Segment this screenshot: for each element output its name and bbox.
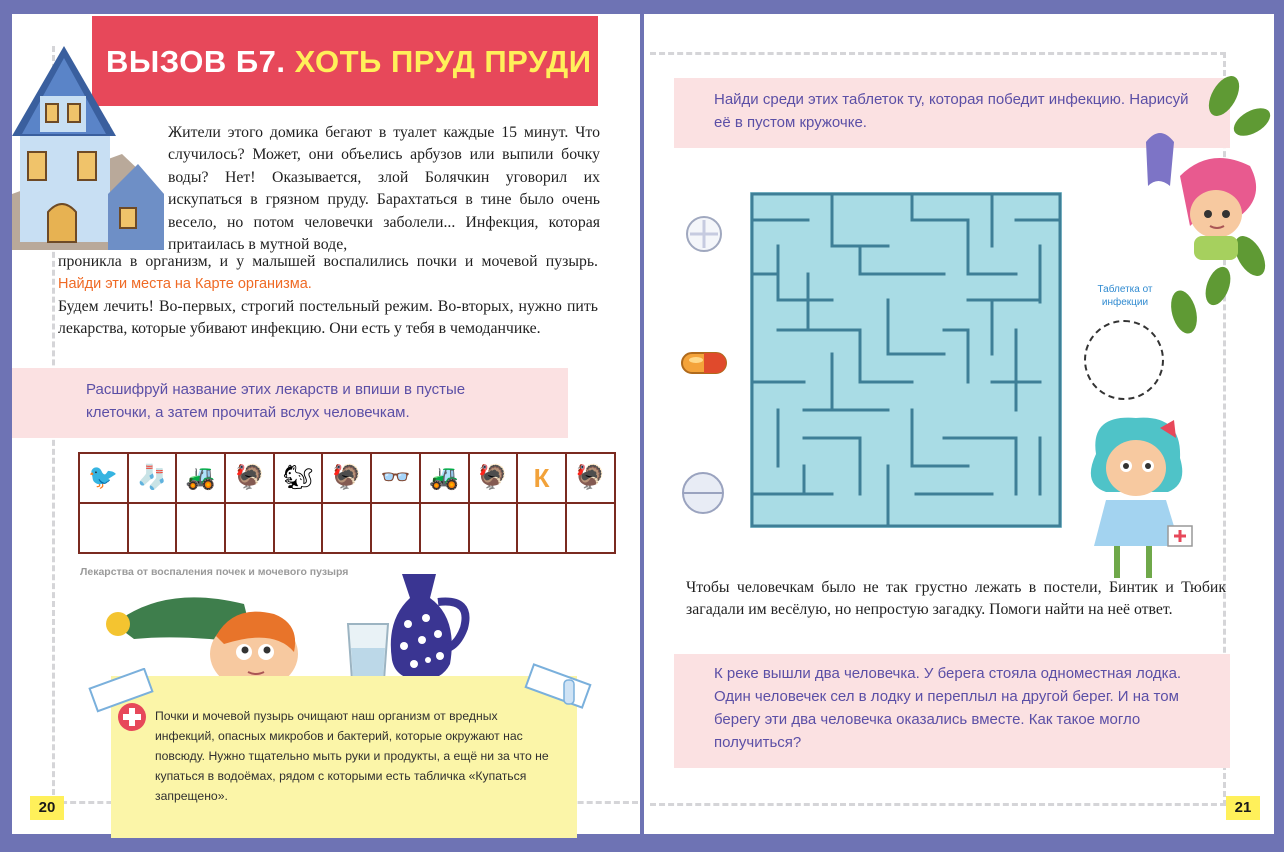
jug-icon [386,568,476,682]
page-number-right: 21 [1226,796,1260,820]
intro-text: Жители этого домика бегают в туалет каждые 15 минут. Что случилось? Может, они объелись арбузов или выпили бочку воды? Нет! Оказывается, злой Болячкин уговорил их искупаться в грязном пруду. Барахтаться в тине было очень весело, но потом человечки заболели... Инфекция, которая притаилась в мутной воде, [168,124,600,254]
cipher-symbols-row [79,453,615,503]
cipher-task: Расшифруй название этих лекарств и впиши в пустые клеточки, а затем прочитай вслух человечкам. [12,368,568,438]
cipher-grid [78,452,616,554]
sock-icon: 🧦 [137,464,167,491]
flower-girl-icon [1140,76,1274,338]
cipher-symbol-squirrel-icon [274,453,323,503]
pill-capsule-icon [680,350,728,376]
cipher-answer-cell[interactable] [566,503,615,553]
riddle-intro: Чтобы человечкам было не так грустно лежать в постели, Бинтик и Тюбик загадали им весёлую, но непростую загадку. Помоги найти на неё ответ. [686,579,1226,619]
cipher-symbol-turkey-icon [322,453,371,503]
page-number-left: 20 [30,796,64,820]
glasses-icon: 👓 [380,464,411,491]
turkey-icon: 🦃 [477,464,508,491]
cipher-caption: Лекарства от воспаления почек и мочевого пузыря [80,566,349,578]
pill-round-icon [680,470,726,516]
cipher-answer-cell[interactable] [274,503,323,553]
cipher-symbol-turkey-icon [225,453,274,503]
intro-line-2: Будем лечить! Во-первых, строгий постельный режим. Во-вторых, нужно пить лекарства, которые убивают инфекцию. Они есть у тебя в чемоданчике. [58,297,598,338]
maze [748,190,1064,530]
tape-right-icon [520,660,596,714]
riddle-box: К реке вышли два человечка. У берега стояла одноместная лодка. Один человечек сел в лодку и переплыл на другой берег. И на том берегу эти два человечка оказались вместе. Как такое могло получиться? [674,654,1230,768]
tractor-icon: 🚜 [185,464,216,491]
nurse-girl-icon [1076,414,1196,586]
title-accent: ХОТЬ ПРУД ПРУДИ [294,44,592,79]
page-title [106,44,592,80]
cipher-answer-cell[interactable] [79,503,128,553]
cipher-symbol-sock-icon [128,453,177,503]
cipher-symbol-glasses-icon [371,453,420,503]
cipher-symbol-turkey-icon [469,453,518,503]
cipher-answer-cell[interactable] [322,503,371,553]
water-glass-icon [344,622,392,682]
cipher-symbol-letter-k [517,453,566,503]
cipher-answer-cell[interactable] [128,503,177,553]
house-icon [12,44,164,250]
pill-white-cross-icon [684,214,724,254]
cipher-symbol-tractor-icon [420,453,469,503]
cipher-symbol-turkey-icon [566,453,615,503]
cipher-answer-cell[interactable] [420,503,469,553]
intro-line-1: проникла в организм, и у малышей воспалились почки и мочевой пузырь. [58,253,598,270]
turkey-icon: 🦃 [234,464,265,491]
cipher-symbol-tractor-icon [176,453,225,503]
intro-text-continued [58,251,598,341]
info-note: Почки и мочевой пузырь очищают наш организм от вредных инфекций, опасных микробов и бактерий, которые окружают нас повсюду. Нужно тщательно мыть руки и продукты, а ещё ни за что не купаться в водоёмах, рядом с которыми есть табличка «Купаться запрещено». [111,676,577,838]
title-prefix: ВЫЗОВ Б7. [106,44,286,79]
cipher-answer-cell[interactable] [225,503,274,553]
cipher-answer-cell[interactable] [176,503,225,553]
map-hint: Найди эти места на Карте организма. [58,276,312,293]
turkey-icon: 🦃 [331,464,362,491]
pill-label: Таблетка от инфекции [1097,284,1153,308]
cipher-symbol-stork-icon [79,453,128,503]
cipher-answer-row [79,503,615,553]
cipher-answer-cell[interactable] [517,503,566,553]
stork-icon: 🐦 [88,464,119,491]
turkey-icon: 🦃 [575,464,606,491]
tractor-icon: 🚜 [429,464,460,491]
maze-task: Найди среди этих таблеток ту, которая победит инфекцию. Нарисуй её в пустом кружочке. [674,78,1230,148]
cipher-answer-cell[interactable] [371,503,420,553]
cipher-answer-cell[interactable] [469,503,518,553]
squirrel-icon: 🐿 [282,464,314,491]
cipher-letter: К [533,462,550,493]
tape-left-icon [86,668,156,714]
